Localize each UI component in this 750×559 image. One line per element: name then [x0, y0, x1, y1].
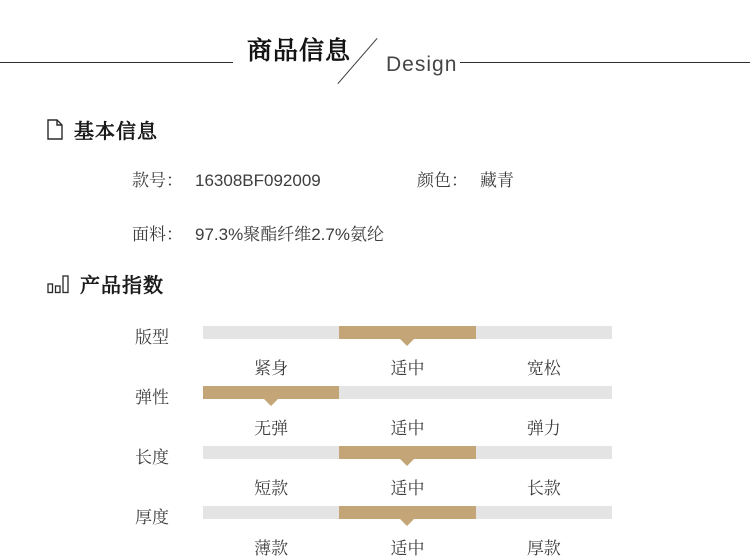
slider-pointer-icon — [400, 519, 414, 526]
design-subtitle: Design — [386, 53, 458, 76]
slider-scale — [203, 534, 612, 559]
scale-option: 宽松 — [526, 359, 561, 378]
slider-track — [203, 506, 612, 519]
slider-pointer-icon — [400, 339, 414, 346]
slider-highlight — [339, 326, 475, 339]
slider-row-fit — [0, 322, 750, 382]
scale-option: 厚款 — [526, 539, 561, 558]
style-number-label: 款号： — [132, 171, 183, 190]
fabric-value: 97.3%聚酯纤维2.7%氨纶 — [195, 225, 384, 244]
slider-dimension-label: 长度 — [135, 448, 169, 467]
slider-track — [203, 326, 612, 339]
scale-option: 长款 — [526, 479, 561, 498]
slider-highlight — [339, 446, 475, 459]
style-number-row — [132, 166, 321, 191]
scale-option: 适中 — [390, 539, 425, 558]
fabric-label: 面料： — [132, 225, 183, 244]
basic-info-heading: 基本信息 — [74, 121, 158, 143]
slider-row-thickness — [0, 502, 750, 559]
slider-dimension-label: 版型 — [135, 328, 169, 347]
slider-dimension-label: 弹性 — [135, 388, 169, 407]
slider-pointer-icon — [400, 459, 414, 466]
product-index-section-header — [47, 269, 164, 298]
document-icon — [47, 119, 63, 140]
slider-scale — [203, 414, 612, 439]
scale-option: 适中 — [390, 479, 425, 498]
page-title: 商品信息 — [247, 37, 352, 65]
fabric-row — [132, 220, 384, 245]
slider-track — [203, 386, 612, 399]
slider-row-elasticity — [0, 382, 750, 442]
color-value: 藏青 — [480, 171, 514, 190]
header-divider-left — [0, 62, 233, 63]
bar-chart-icon — [47, 273, 69, 294]
style-number-value: 16308BF092009 — [195, 171, 321, 190]
color-label: 颜色： — [417, 171, 468, 190]
slider-row-length — [0, 442, 750, 502]
slider-highlight — [203, 386, 339, 399]
header-divider-right — [460, 62, 750, 63]
product-index-heading: 产品指数 — [80, 275, 164, 297]
slider-track — [203, 446, 612, 459]
slider-highlight — [339, 506, 475, 519]
scale-option: 短款 — [254, 479, 289, 498]
scale-option: 适中 — [390, 419, 425, 438]
color-row — [417, 166, 514, 191]
slider-dimension-label: 厚度 — [135, 508, 169, 527]
basic-info-section-header — [47, 115, 158, 144]
scale-option: 无弹 — [254, 419, 289, 438]
slider-scale — [203, 474, 612, 499]
scale-option: 紧身 — [254, 359, 289, 378]
scale-option: 薄款 — [254, 539, 289, 558]
scale-option: 弹力 — [526, 419, 561, 438]
scale-option: 适中 — [390, 359, 425, 378]
slider-scale — [203, 354, 612, 379]
slider-pointer-icon — [264, 399, 278, 406]
